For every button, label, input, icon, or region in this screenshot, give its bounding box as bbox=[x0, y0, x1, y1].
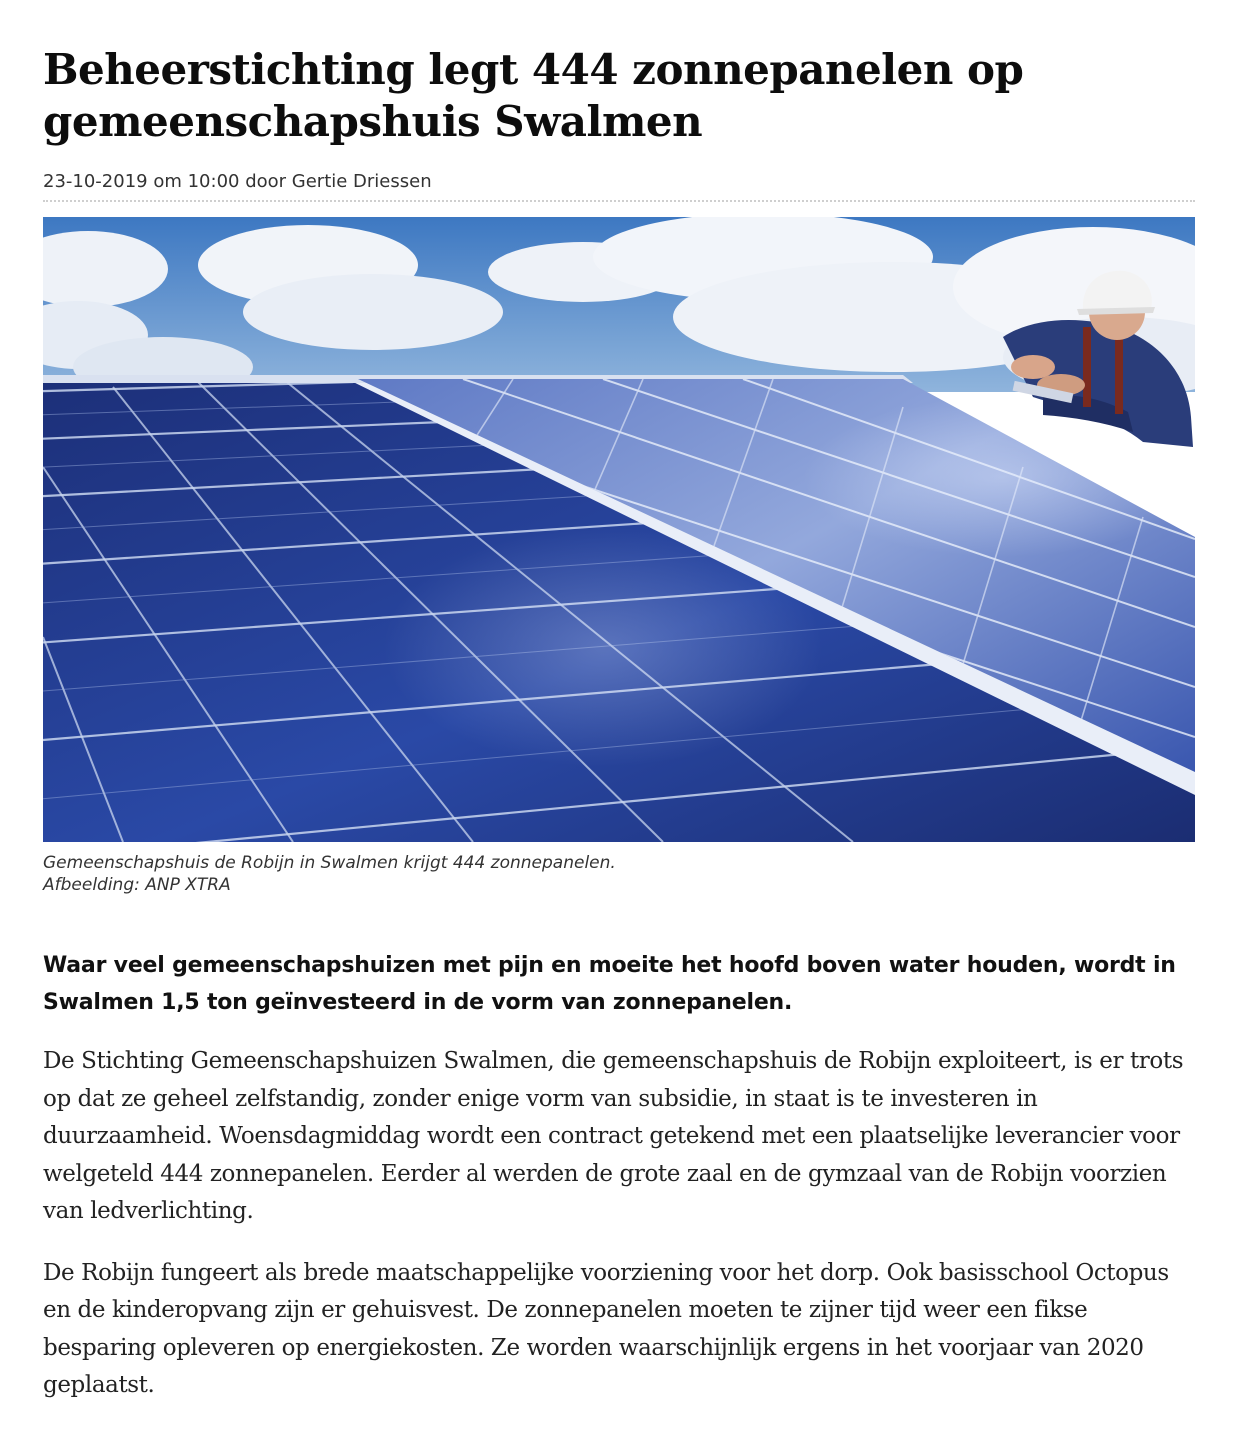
caption-text: Gemeenschapshuis de Robijn in Swalmen krijgt 444 zonnepanelen. bbox=[43, 853, 616, 873]
article-paragraph: De Stichting Gemeenschapshuizen Swalmen, die gemeenschapshuis de Robijn exploiteert, is er trots op dat ze geheel zelfstandig, zonder enige vorm van subsidie, in staat is te investeren in duurzaamheid. Woensdagmiddag wordt een contract getekend met een plaatselijke leverancier voor welgeteld 444 zonnepanelen. Eerder al werden de grote zaal en de gymzaal van de Robijn voorzien van ledverlichting. bbox=[43, 1048, 1184, 1224]
meta-divider bbox=[43, 200, 1195, 202]
caption-credit: Afbeelding: ANP XTRA bbox=[43, 875, 231, 895]
article-meta: 23-10-2019 om 10:00 door Gertie Driessen bbox=[43, 171, 432, 192]
article-lead: Waar veel gemeenschapshuizen met pijn en moeite het hoofd boven water houden, wordt in Swalmen 1,5 ton geïnvesteerd in de vorm van zonnepanelen. bbox=[43, 953, 1176, 1015]
article-paragraph: De Robijn fungeert als brede maatschappelijke voorziening voor het dorp. Ook basisschool Octopus en de kinderopvang zijn er gehuisvest. De zonnepanelen moeten te zijner tijd weer een fikse besparing opleveren op energiekosten. Ze worden waarschijnlijk ergens in het voorjaar van 2020 geplaatst. bbox=[43, 1259, 1169, 1398]
article-headline: Beheerstichting legt 444 zonnepanelen op gemeenschapshuis Swalmen bbox=[43, 45, 1024, 146]
image-caption bbox=[43, 852, 1195, 896]
solar-panels-photo bbox=[43, 217, 1195, 842]
article bbox=[43, 0, 1195, 1405]
